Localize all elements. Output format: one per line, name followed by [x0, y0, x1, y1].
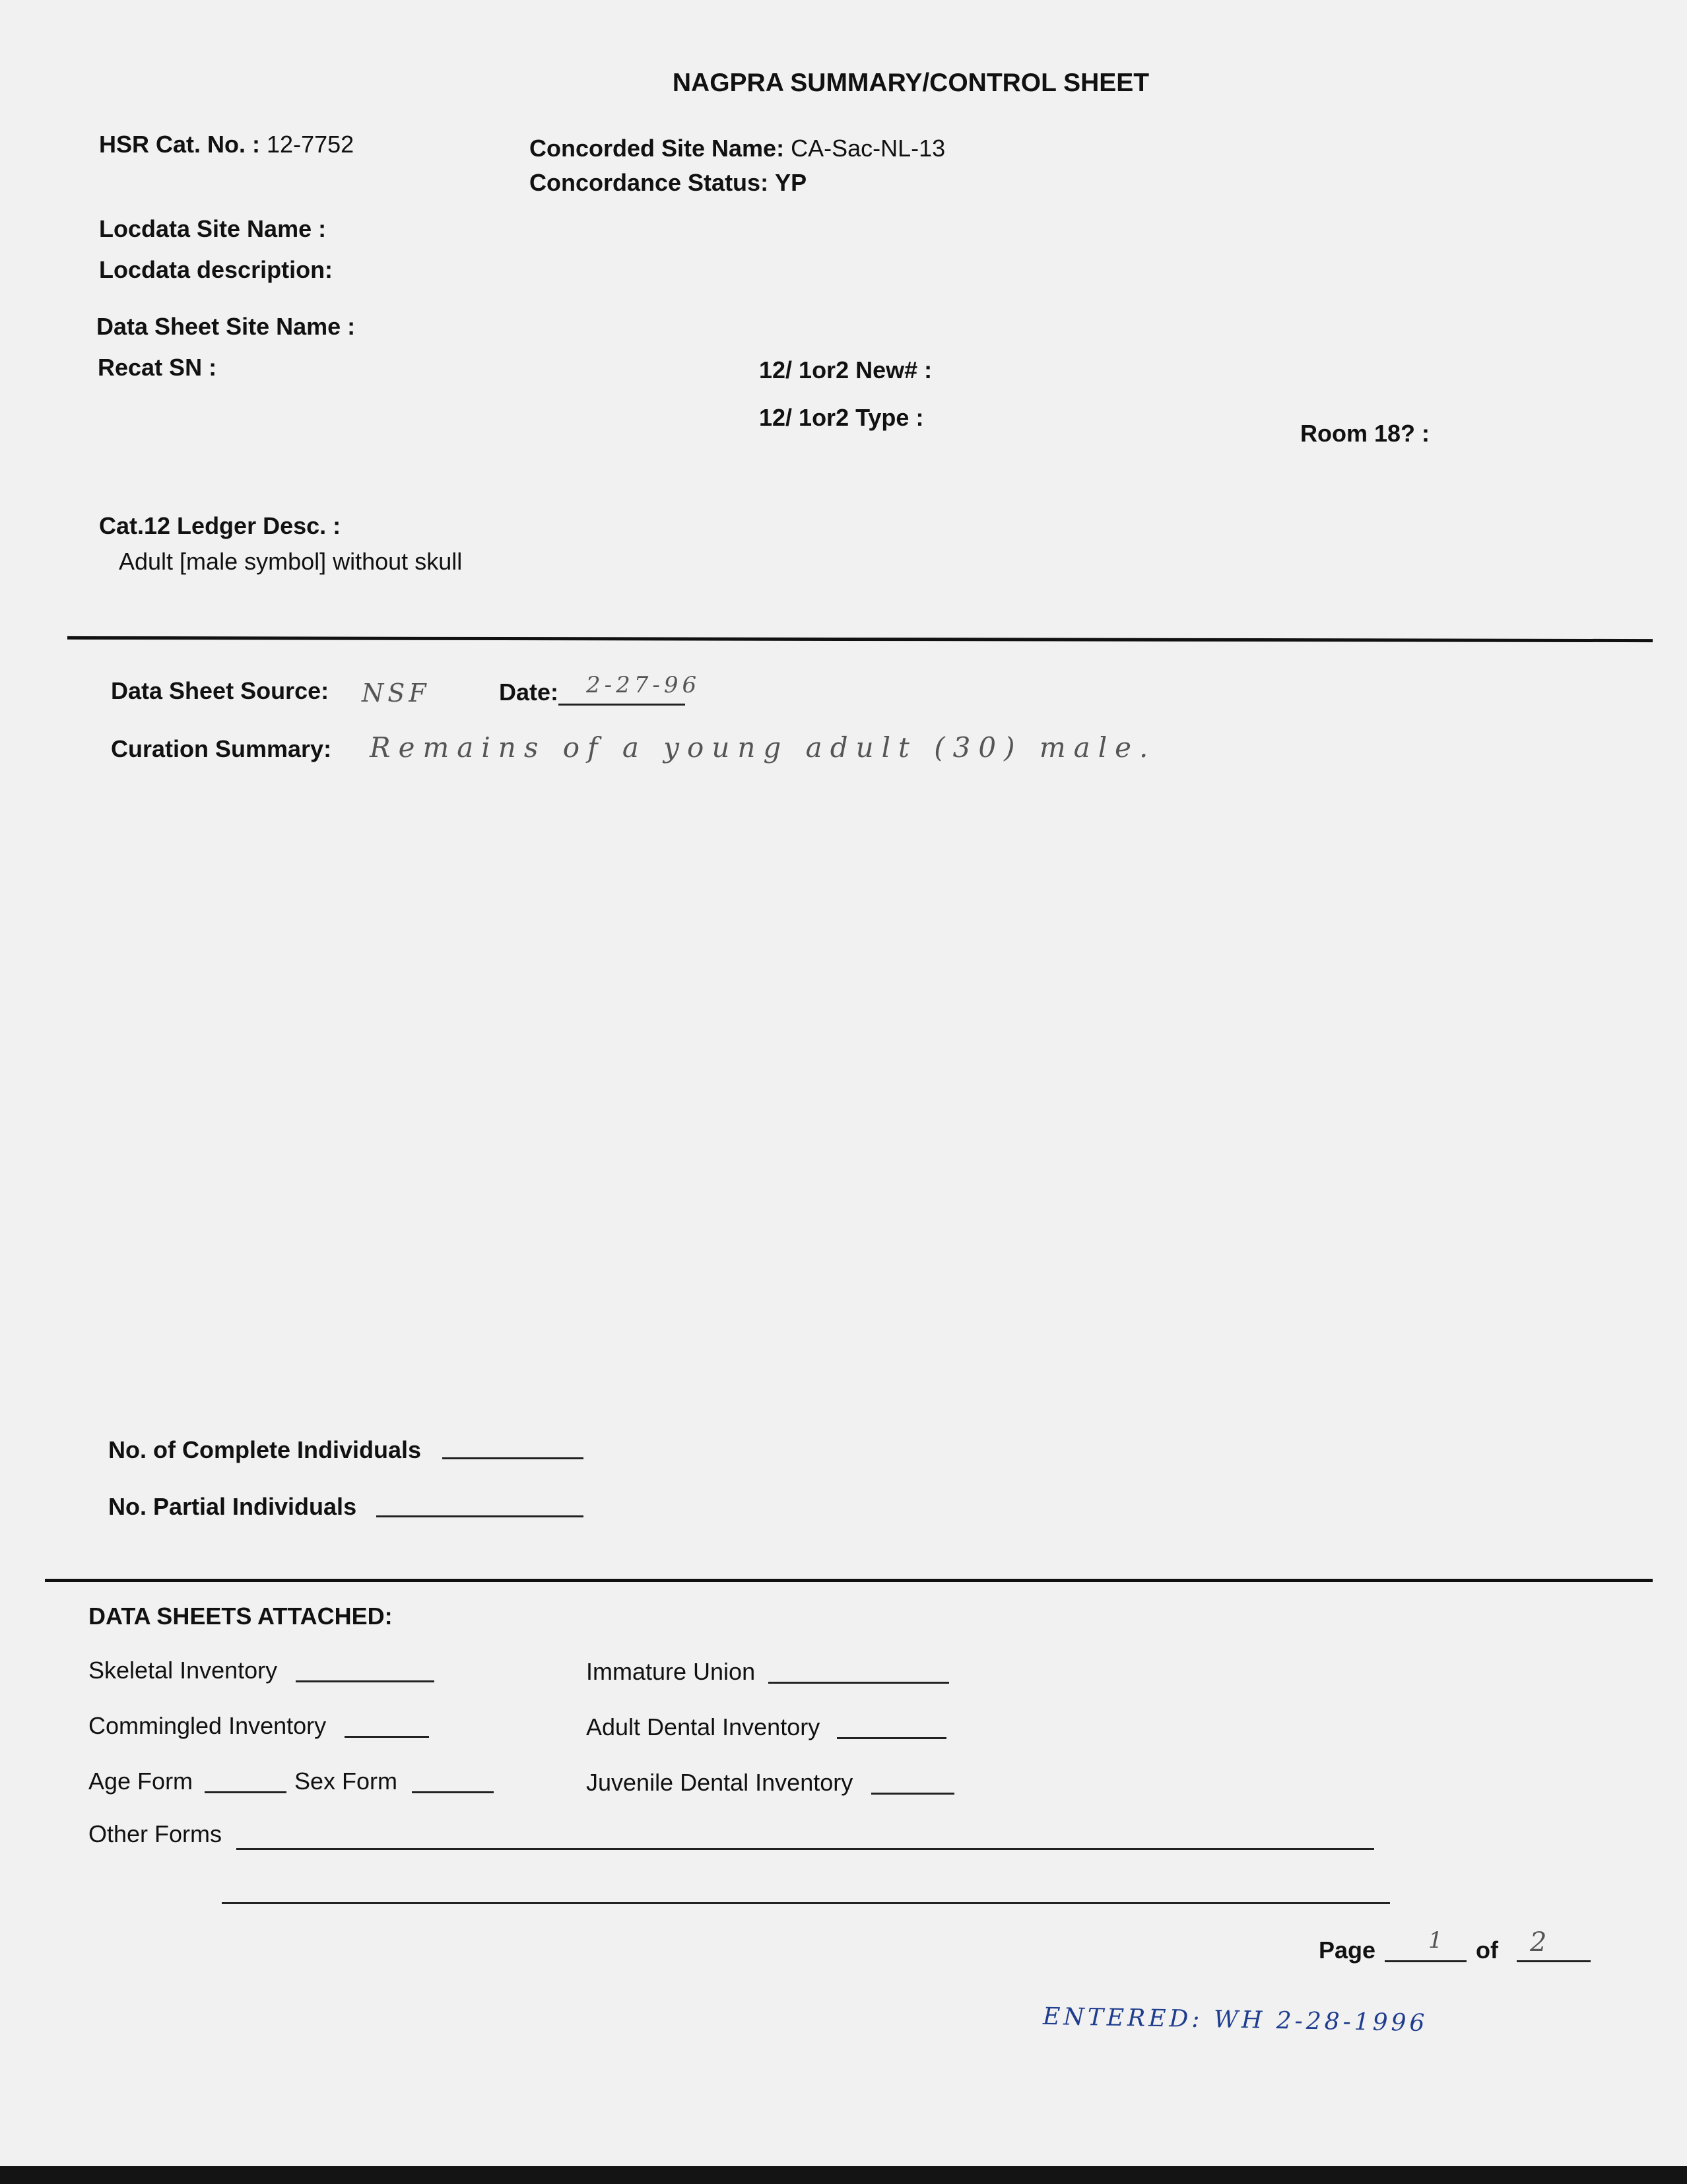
skeletal-inventory-label: Skeletal Inventory — [88, 1657, 278, 1684]
page-label: Page — [1319, 1936, 1376, 1964]
other-forms-blank-1 — [236, 1848, 1374, 1850]
recat-sn-label: Recat SN : — [98, 354, 217, 381]
data-sheet-site-name-label: Data Sheet Site Name : — [96, 313, 356, 340]
entered-annotation: ENTERED: WH 2-28-1996 — [1042, 2002, 1428, 2037]
page-total: 2 — [1530, 1927, 1551, 1958]
concorded-site-value: CA-Sac-NL-13 — [791, 135, 946, 162]
sex-form-blank — [412, 1791, 494, 1793]
date-underline — [558, 704, 685, 706]
adult-dental-blank — [837, 1737, 946, 1739]
ledger-label: Cat.12 Ledger Desc. : — [99, 512, 341, 539]
attached-heading: DATA SHEETS ATTACHED: — [88, 1603, 393, 1630]
partial-individuals-label: No. Partial Individuals — [108, 1493, 357, 1520]
immature-union-label: Immature Union — [586, 1658, 756, 1685]
hsr-cat-label: HSR Cat. No. : — [99, 131, 261, 158]
age-form-blank — [205, 1791, 286, 1793]
room18-label: Room 18? : — [1300, 420, 1430, 447]
hsr-cat-field — [99, 131, 354, 158]
adult-dental-label: Adult Dental Inventory — [586, 1713, 820, 1740]
data-sheet-source-label: Data Sheet Source: — [111, 677, 329, 704]
curation-summary-label: Curation Summary: — [111, 735, 332, 762]
data-sheet-source-value: NSF — [362, 678, 430, 708]
type-label: 12/ 1or2 Type : — [759, 404, 924, 431]
immature-union-blank — [768, 1682, 949, 1684]
partial-individuals-blank — [376, 1515, 583, 1517]
locdata-description-label: Locdata description: — [99, 256, 333, 283]
concordance-status-label: Concordance Status: — [529, 169, 769, 196]
other-forms-label: Other Forms — [88, 1820, 222, 1847]
skeletal-inventory-blank — [296, 1680, 434, 1682]
page-current: 1 — [1428, 1927, 1447, 1954]
scan-edge — [0, 2166, 1687, 2184]
concorded-site-label: Concorded Site Name: — [529, 135, 785, 162]
date-label: Date: — [499, 678, 559, 706]
curation-summary-value: Remains of a young adult (30) male. — [370, 731, 1156, 764]
complete-individuals-label: No. of Complete Individuals — [108, 1436, 422, 1463]
page-current-blank — [1385, 1960, 1467, 1962]
age-form-label: Age Form — [88, 1768, 193, 1795]
section-divider-top — [67, 636, 1653, 642]
commingled-inventory-blank — [345, 1736, 429, 1738]
juvenile-dental-blank — [871, 1793, 954, 1795]
of-label: of — [1476, 1936, 1498, 1964]
complete-individuals-blank — [442, 1457, 583, 1459]
date-value: 2-27-96 — [586, 672, 701, 698]
hsr-cat-value: 12-7752 — [267, 131, 354, 158]
commingled-inventory-label: Commingled Inventory — [88, 1712, 327, 1739]
form-title: NAGPRA SUMMARY/CONTROL SHEET — [672, 69, 1150, 97]
concordance-status-field — [529, 169, 807, 197]
concordance-status-value: YP — [775, 169, 807, 196]
sex-form-label: Sex Form — [294, 1768, 398, 1795]
section-divider-bottom — [45, 1579, 1653, 1582]
ledger-value: Adult [male symbol] without skull — [119, 548, 463, 575]
new-number-label: 12/ 1or2 New# : — [759, 356, 933, 383]
concorded-site-field — [529, 135, 945, 162]
locdata-site-name-label: Locdata Site Name : — [99, 215, 327, 242]
page-total-blank — [1517, 1960, 1591, 1962]
other-forms-blank-2 — [222, 1902, 1390, 1904]
juvenile-dental-label: Juvenile Dental Inventory — [586, 1769, 853, 1796]
